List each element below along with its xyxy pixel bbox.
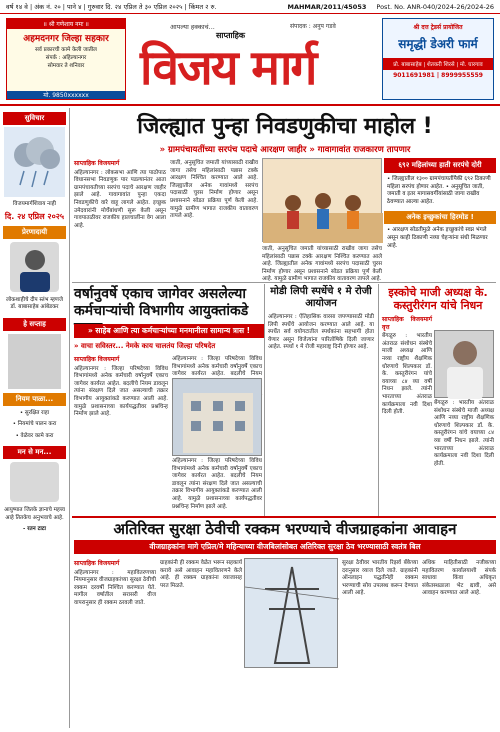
article-column: [172, 356, 262, 378]
article-text: अहिल्यानगर : जिल्हा परिषदेच्या विविध विभागांमध्ये अनेक कर्मचारी वर्षानुवर्षे एकाच जागेवर कार्यरत आहेत. बदलीचे नियम डावलून त्यांना संरक्षण दिले जात असल्याची तक्रार विभागीय आयुक्तांकडे करण्यात आली आहे. यामुळे प्रशासनाच्या कार्यपद्धतीवर प्रश्नचिन्ह निर्माण झाले आहे.: [74, 365, 168, 418]
women-sarpanch-box: [384, 158, 496, 278]
right-advertisement: [382, 18, 494, 100]
person-icon: [435, 331, 495, 399]
left-ad-phone: मो. 9850xxxxxx: [7, 91, 125, 99]
box-heading: ६९२ महिलांच्या हाती सरपंचे दोरी: [384, 158, 496, 173]
rule-item: • नियमांचे पालन करा: [12, 421, 57, 427]
article-text: अहिल्यानगर : लोकसभा आणि त्या पाठोपाठ विधानसभा निवडणुक पार पडल्यानंतर आता ग्रामपंचायतीच्या सरपंच पदाचे आरक्षण जाहीर झाले आहे. गावागावांत पुन्हा एकदा निवडणुकीचे वारे वाहू लागले आहेत. इच्छुक उमेदवारांनी मोर्चेबांधणी सुरू केली असून गावपातळीवर राजकीय हालचालींना वेग आला आहे.: [74, 169, 166, 229]
weather-caption: विजयमार्गशिवाय नाही: [13, 201, 56, 207]
building-icon: [173, 379, 263, 457]
masthead-divider: [0, 104, 500, 106]
left-ad-line: सोमवार ते शनिवार: [47, 63, 85, 69]
article-column: [170, 160, 258, 280]
byline: साप्ताहिक विजयमार्ग वृत्त: [382, 316, 432, 331]
left-advertisement: [6, 18, 126, 100]
column-divider: [378, 284, 379, 516]
left-ad-line: संपर्क : अहिल्यानगर: [45, 55, 87, 61]
sidebar-tag-inspiration: प्रेरणादायी: [3, 226, 66, 239]
byline: साप्ताहिक विजयमार्ग: [74, 160, 120, 167]
newspaper-name: विजय मार्ग: [140, 40, 316, 96]
column-divider: [264, 284, 265, 516]
security-deposit-subheadline: वीजग्राहकांना मागे एप्रिल/मे महिन्याच्या वीजबिलांसोबत अतिरिक्त सुरक्षा ठेव भरण्यासाठी स्वतंत्र बिल: [74, 540, 496, 554]
sidebar-tag-heart: मन से मन...: [3, 446, 66, 459]
section-divider: [72, 282, 496, 283]
section2-headline: वर्षानुवर्षे एकाच जागेवर असलेल्या कर्मचाऱ्यांची विभागीय आयुक्तांकडे: [74, 286, 249, 319]
sidebar-tag-thought: सुविचार: [3, 112, 66, 125]
power-tower-icon: [245, 559, 339, 669]
quote-author: - रतन टाटा: [23, 526, 46, 532]
right-ad-title: समृद्धी डेअरी फार्म: [398, 37, 478, 51]
article-column: [342, 560, 418, 728]
section2-teaser: » वाचा सविस्तर... नेमके काय चालतंय जिल्हा परिषदेत: [74, 342, 216, 350]
postal-number: Post. No. ANR-040/2024-26/2024-26: [376, 2, 494, 11]
article-text: बेंगळूरु : भारतीय अंतराळ संशोधन संस्थेचे माजी अध्यक्ष आणि नव्या राष्ट्रीय शैक्षणिक धोरणाचे शिल्पकार डॉ. के. कस्तुरीरंगन यांचे वयाच्या ८४ व्या वर्षी निधन झाले. त्यांनी भारताच्या अंतराळ कार्यक्रमाला नवी दिशा दिली होती.: [434, 400, 494, 467]
article-text: जाती, अनुसूचित जमाती यांच्यासाठी राखीव जागा तसेच महिलांसाठी पन्नास टक्के आरक्षण निश्चित करण्यात आले आहे. जिल्ह्यातील अनेक गावांमध्ये सरपंच पदासाठी चुरस निर्माण होणार असून प्रशासनाने सोडत प्रक्रिया पूर्ण केली आहे. यामुळे ग्रामीण भागात राजकीय वातावरण तापले आहे.: [262, 246, 382, 283]
security-deposit-headline: अतिरिक्त सुरक्षा ठेवीची रक्कम भरण्याचे वीजग्राहकांना आवाहन: [113, 520, 457, 538]
article-text: अहिल्यानगर : महावितरणच्या नियमानुसार वीजग्राहकांच्या सुरक्षा ठेवीची रक्कम दरवर्षी निश्चित करण्यात येते. मागील वर्षातील सरासरी वीज वापरानुसार ही रक्कम ठरवली जाते.: [74, 569, 156, 606]
right-ad-bar: प्रो. बाबासाहेब | शेतकरी शिरसे | मो. घारगाव: [383, 58, 493, 70]
byline: साप्ताहिक विजयमार्ग: [74, 560, 120, 567]
registration-number: MAHMAR/2011/45053: [287, 2, 367, 11]
left-ad-line: सर्व प्रकारची कामे केली जातील: [35, 47, 97, 53]
election-illustration: [262, 158, 382, 242]
modi-script-headline: मोडी लिपी स्पर्धेचे १ मे रोजी आयोजन: [270, 286, 372, 309]
person-icon: [10, 242, 60, 292]
village-illustration: [263, 159, 383, 243]
article-column: [422, 560, 496, 728]
logo-tagline: आपल्या हक्काचं...: [170, 23, 215, 31]
kasturirangan-photo: [434, 330, 494, 398]
issue-info: वर्ष १४ वे | अंक नं. २० | पाने ४ | गुरुवार दि. २४ एप्रिल ते ३० एप्रिल २०२५ | किंमत २ रु.: [6, 3, 217, 11]
bottom-divider: [72, 516, 496, 518]
article-column: [74, 356, 168, 516]
box-text-2: • आरक्षण सोडतीमुळे अनेक इच्छुकांचे स्वप्न भंगले असून काही ठिकाणी नव्या चेहऱ्यांना संधी मिळणार आहे.: [387, 227, 488, 249]
article-column: [160, 560, 242, 728]
byline: साप्ताहिक विजयमार्ग: [74, 356, 120, 363]
issue-date: दि. २४ एप्रिल २०२५: [4, 211, 65, 221]
box-heading-2: अनेक इच्छुकांचा हिरमोड !: [384, 211, 496, 224]
article-text: अहिल्यानगर : जिल्हा परिषदेच्या विविध विभागांमध्ये अनेक कर्मचारी वर्षानुवर्षे एकाच जागेवर कार्यरत आहेत. बदलीचे नियम: [172, 356, 262, 378]
article-column: [74, 560, 156, 728]
left-ad-header: ॥ श्री गणेशाय नमः ॥: [7, 19, 125, 29]
article-text: जाती, अनुसूचित जमाती यांच्यासाठी राखीव जागा तसेच महिलांसाठी पन्नास टक्के आरक्षण निश्चित करण्यात आले आहे. जिल्ह्यातील अनेक गावांमध्ये सरपंच पदासाठी चुरस निर्माण होणार असून प्रशासनाने सोडत प्रक्रिया पूर्ण केली आहे. यामुळे ग्रामीण भागात राजकीय वातावरण तापले आहे.: [170, 160, 258, 220]
logo-editor: संपादक : अनुप गडवे: [290, 23, 336, 30]
kasturirangan-headline: इस्कोचे माजी अध्यक्ष के. कस्तुरीरंगन यांचे निधन: [388, 286, 488, 312]
article-text: बेंगळूरु : भारतीय अंतराळ संशोधन संस्थेचे माजी अध्यक्ष आणि नव्या राष्ट्रीय शैक्षणिक धोरणाचे शिल्पकार डॉ. के. कस्तुरीरंगन यांचे वयाच्या ८४ व्या वर्षी निधन झाले. त्यांनी भारताच्या अंतराळ कार्यक्रमाला नवी दिशा दिली होती.: [382, 333, 432, 416]
portrait-caption: लोकशाहीचे दीप स्तंभ म्हणजे डॉ. बाबासाहेब आंबेडकर: [6, 296, 63, 310]
rule-item: • सुरक्षित राहा: [19, 409, 50, 416]
week-illustration: [8, 334, 61, 389]
illustration-text: [262, 246, 382, 282]
article-column: [382, 316, 432, 516]
newspaper-logo: [140, 20, 370, 100]
rule-item: • वेळेवर कामे करा: [15, 432, 54, 439]
sidebar: [0, 108, 70, 728]
left-ad-title: अहमदनगर जिल्हा सहकार: [23, 34, 109, 44]
article-column: [434, 400, 494, 516]
logo-frequency: साप्ताहिक: [216, 31, 246, 40]
sidebar-tag-rules: नियम पाळा...: [3, 393, 66, 406]
article-text: अधिक माहितीसाठी नजीकच्या महावितरण कार्यालयाशी संपर्क साधावा किंवा अधिकृत संकेतस्थळाला भेट द्यावी, असे आवाहन करण्यात आले आहे.: [422, 560, 496, 597]
ambedkar-portrait: [10, 242, 59, 292]
office-building-photo: [172, 378, 262, 456]
article-text: ग्राहकांनी ही रक्कम वेळेत भरून सहकार्य करावे असे आवाहन महावितरणने केले आहे. ही रक्कम ग्राहकांना व्याजासह परत मिळते.: [160, 560, 242, 589]
power-tower-photo: [244, 558, 338, 668]
right-ad-sponsor: श्री दत्त ट्रेडर्स प्रायोजित: [413, 24, 463, 31]
article-column: [74, 160, 166, 280]
weather-illustration: [4, 127, 65, 197]
right-ad-phone: 9011691981 | 8999955559: [393, 72, 483, 79]
main-headline: जिल्ह्यात पुन्हा निवडणुकीचा माहोल !: [137, 114, 433, 139]
ratan-tata-portrait: [10, 462, 59, 502]
box-text: • जिल्ह्यातील १३०० ग्रामपंचायतींपैकी ६९२ ठिकाणी महिला सरपंच होणार आहेत. • अनुसूचित जाती, जमाती व इतर मागासवर्गीयांसाठी जागा राखीव ठेवण्यात आल्या आहेत.: [387, 176, 491, 205]
article-column: [268, 314, 374, 514]
cloud-icon: [4, 127, 66, 197]
top-strip: [0, 0, 500, 14]
section2-subheadline: » साहेब आणि त्या कर्मचाऱ्यांच्या मनमानीला सामान्य त्रास !: [74, 324, 264, 338]
article-text: अहिल्यानगर : ऐतिहासिक वारसा जपण्यासाठी मोडी लिपी स्पर्धेचे आयोजन करण्यात आले आहे. या स्पर्धेत सर्व वयोगटातील स्पर्धकांना सहभागी होता येणार असून विजेत्यांना पारितोषिके दिली जाणार आहेत. स्पर्धा १ मे रोजी महाराष्ट्र दिनी होणार आहे.: [268, 314, 374, 351]
main-subheadline: » ग्रामपंचायतींच्या सरपंच पदाचे आरक्षण जाहीर » गावागावांत राजकारण तापणार: [159, 145, 411, 155]
article-text: सुरक्षा ठेवीवर भारतीय रिझर्व बँकेच्या दरानुसार व्याज दिले जाते. ग्राहकांनी ऑनलाइन पद्धतीनेही रक्कम भरण्याची सोय उपलब्ध करून देण्यात आली आहे.: [342, 560, 418, 597]
article-column: [172, 458, 262, 516]
quote-text: आयुष्यात जितके ज्ञानाचे महत्त्व आहे तितकेच अनुभवाचे आहे.: [4, 507, 65, 521]
masthead: [0, 14, 500, 104]
article-text: अहिल्यानगर : जिल्हा परिषदेच्या विविध विभागांमध्ये अनेक कर्मचारी वर्षानुवर्षे एकाच जागेवर कार्यरत आहेत. बदलीचे नियम डावलून त्यांना संरक्षण दिले जात असल्याची तक्रार विभागीय आयुक्तांकडे करण्यात आली आहे. यामुळे प्रशासनाच्या कार्यपद्धतीवर प्रश्नचिन्ह निर्माण झाले आहे.: [172, 458, 262, 510]
sidebar-tag-week: हे सप्ताह: [3, 318, 66, 331]
